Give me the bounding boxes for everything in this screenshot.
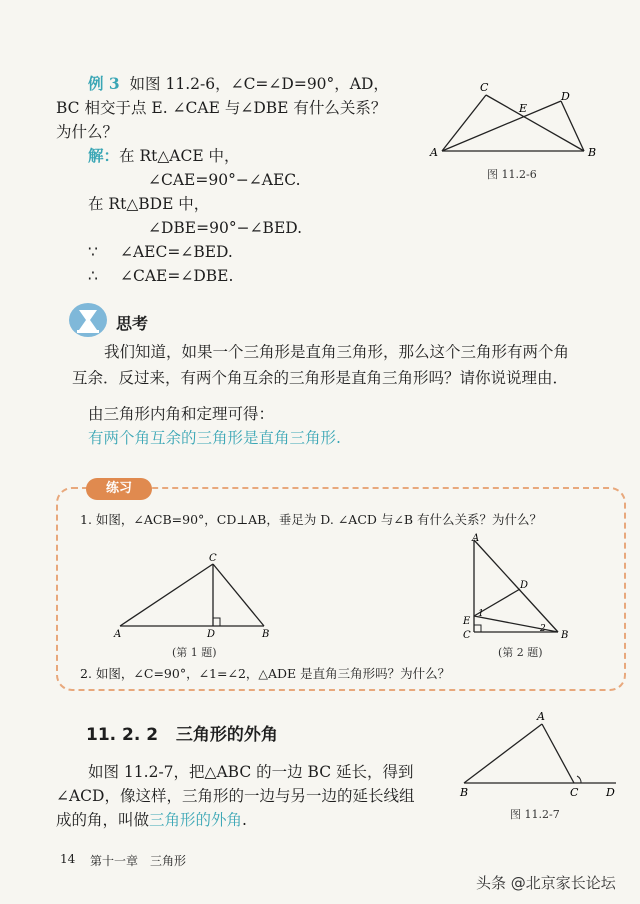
conclusion-highlight: 有两个角互余的三角形是直角三角形.	[88, 429, 341, 447]
segment-cb	[486, 95, 584, 151]
section-heading	[86, 720, 278, 745]
label-b: B	[588, 146, 597, 159]
segment-db	[561, 101, 584, 151]
think-line-2: 互余．反过来，有两个角互余的三角形是直角三角形吗？请你说说理由．	[72, 369, 569, 387]
think-icon	[68, 302, 108, 338]
section-line-3	[56, 808, 247, 832]
practice-tag: 练习	[86, 478, 152, 500]
label-a: A	[537, 710, 545, 723]
right-angle-mark	[474, 625, 481, 632]
solution-label: 解：	[88, 146, 120, 165]
label-e: E	[519, 102, 528, 115]
example-question-3: 为什么？	[56, 123, 119, 141]
therefore-symbol: ∴	[88, 267, 98, 285]
label-c: C	[463, 630, 471, 641]
section-line-3-post: .	[242, 811, 247, 829]
angle-2-label: 2	[540, 624, 546, 634]
solution-text-1: 在 Rt△ACE 中，	[119, 147, 240, 165]
figure-11-2-7	[456, 708, 624, 800]
practice-question-2: 2. 如图，∠C=90°，∠1=∠2，△ADE 是直角三角形吗？为什么？	[80, 666, 451, 681]
figure-11-2-7-caption: 图 11.2-7	[510, 808, 560, 821]
label-d: D	[207, 629, 216, 640]
segment-ba	[464, 724, 542, 783]
term-exterior-angle: 三角形的外角	[149, 811, 243, 829]
example-line-1	[88, 72, 389, 96]
label-c: C	[209, 553, 217, 564]
segment-ad	[442, 101, 561, 151]
solution-line-3: 在 Rt△BDE 中，	[88, 195, 210, 213]
figure-question-1-caption: (第 1 题)	[172, 646, 217, 659]
section-line-1: 如图 11.2-7，把△ABC 的一边 BC 延长，得到	[88, 763, 414, 781]
solution-line-4: ∠DBE=90°−∠BED.	[148, 219, 303, 237]
figure-question-2	[458, 532, 578, 642]
practice-question-1: 1. 如图，∠ACB=90°，CD⊥AB，垂足为 D. ∠ACD 与∠B 有什么关系？为什么？	[80, 512, 543, 527]
section-title: 三角形的外角	[175, 725, 278, 745]
label-c: C	[570, 786, 579, 799]
label-c: C	[480, 81, 489, 94]
label-d: D	[606, 786, 615, 799]
figure-11-2-6	[424, 78, 604, 160]
exterior-angle-arc	[577, 776, 581, 783]
example-label: 例 3	[88, 74, 120, 93]
segment-ac	[442, 95, 486, 151]
solution-line-5: ∠AEC=∠BED.	[120, 243, 233, 261]
segment-cb	[213, 564, 264, 626]
segment-ac	[120, 564, 213, 626]
label-d: D	[561, 90, 570, 103]
section-number: 11. 2. 2	[86, 725, 159, 745]
solution-line-1	[88, 144, 240, 168]
figure-question-2-caption: (第 2 题)	[498, 646, 543, 659]
because-symbol: ∵	[88, 243, 98, 261]
label-d: D	[520, 580, 529, 591]
label-b: B	[561, 630, 569, 641]
label-a: A	[114, 629, 122, 640]
label-a: A	[430, 146, 438, 159]
figure-11-2-6-caption: 图 11.2-6	[487, 168, 537, 181]
example-question-1: 如图 11.2-6，∠C=∠D=90°，AD，	[129, 75, 389, 93]
segment-ac	[542, 724, 574, 783]
example-question-2: BC 相交于点 E. ∠CAE 与∠DBE 有什么关系？	[56, 99, 387, 117]
label-b: B	[262, 629, 270, 640]
angle-1-label: 1	[478, 609, 484, 619]
section-line-3-pre: 成的角，叫做	[56, 811, 150, 829]
chapter-title: 第十一章 三角形	[90, 854, 187, 868]
label-b: B	[460, 786, 469, 799]
watermark: 头条 @北京家长论坛	[476, 874, 616, 892]
right-angle-mark	[213, 618, 220, 626]
conclusion-line: 由三角形内角和定理可得：	[88, 405, 275, 423]
figure-question-1	[110, 548, 280, 640]
label-a: A	[472, 533, 480, 544]
solution-line-6: ∠CAE=∠DBE.	[120, 267, 234, 285]
page-number: 14	[60, 852, 76, 866]
section-line-2: ∠ACD，像这样，三角形的一边与另一边的延长线组	[56, 787, 415, 805]
solution-line-2: ∠CAE=90°−∠AEC.	[148, 171, 301, 189]
think-line-1: 我们知道，如果一个三角形是直角三角形，那么这个三角形有两个角	[104, 343, 570, 361]
label-e: E	[463, 616, 471, 627]
think-title: 思考	[116, 314, 149, 333]
